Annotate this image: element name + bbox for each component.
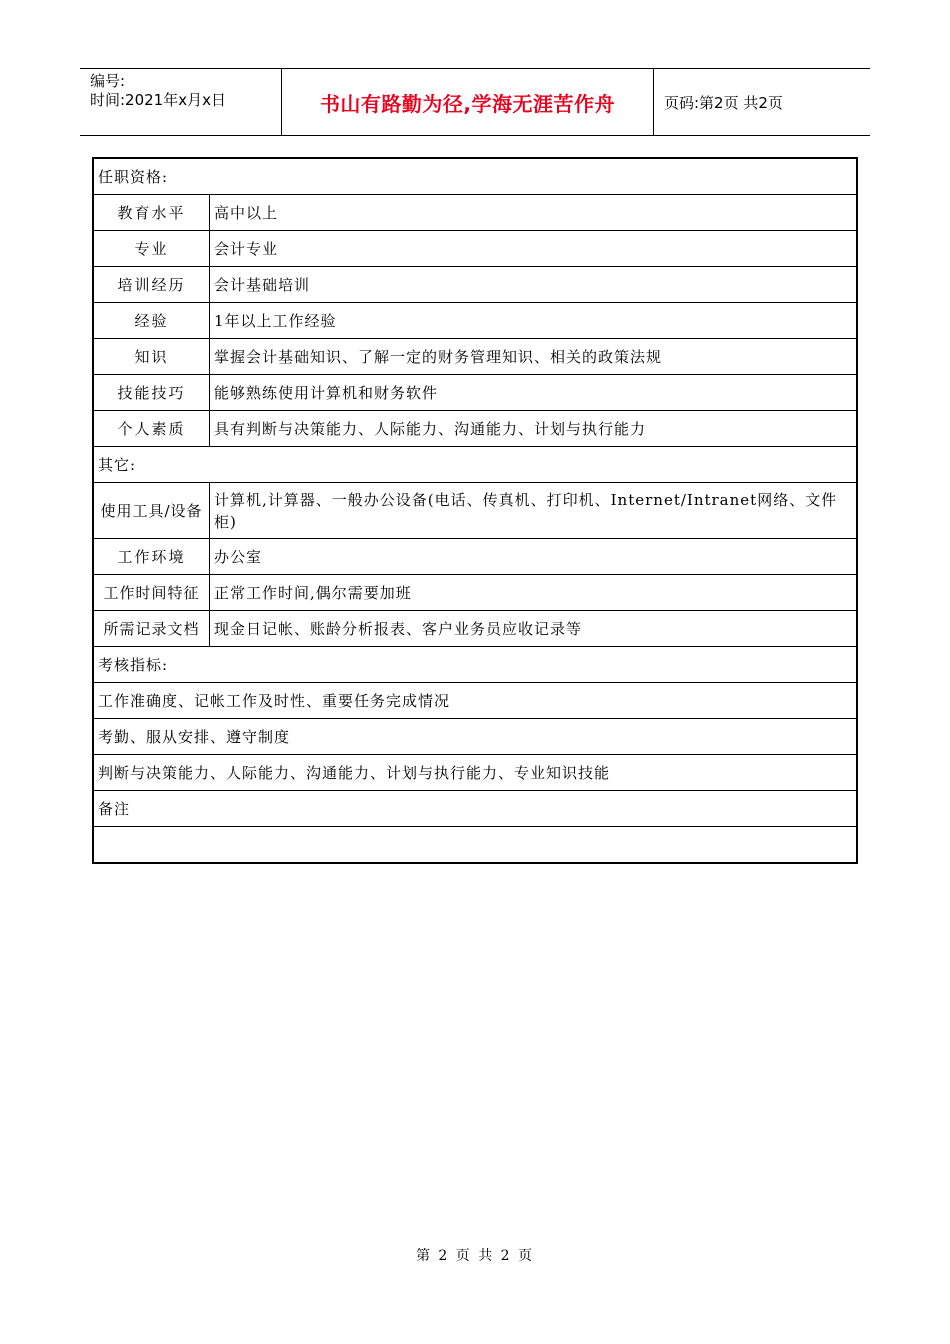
section-heading-other	[94, 447, 856, 483]
row-value: 正常工作时间,偶尔需要加班	[214, 583, 412, 602]
row-label: 个人素质	[94, 411, 210, 446]
row-label: 使用工具/设备	[94, 483, 210, 538]
page-header	[80, 68, 870, 136]
remarks-row	[94, 827, 856, 862]
assessment-heading: 考核指标:	[98, 656, 169, 674]
document-time: 时间:2021年x月x日	[90, 91, 226, 109]
row-label: 培训经历	[94, 267, 210, 302]
row-value: 计算机,计算器、一般办公设备(电话、传真机、打印机、Internet/Intranet网络、文件柜)	[214, 490, 838, 531]
assessment-item: 工作准确度、记帐工作及时性、重要任务完成情况	[98, 692, 451, 710]
table-row	[94, 575, 856, 611]
table-row	[94, 231, 856, 267]
row-label: 工作环境	[94, 539, 210, 574]
row-value: 能够熟练使用计算机和财务软件	[214, 383, 439, 402]
section-heading-remarks	[94, 791, 856, 827]
row-label: 教育水平	[94, 195, 210, 230]
table-row	[94, 411, 856, 447]
row-label: 工作时间特征	[94, 575, 210, 610]
row-value: 现金日记帐、账龄分析报表、客户业务员应收记录等	[214, 619, 583, 638]
page-footer: 第 2 页 共 2 页	[415, 1248, 535, 1264]
row-label: 经验	[94, 303, 210, 338]
row-label: 技能技巧	[94, 375, 210, 410]
table-row	[94, 719, 856, 755]
table-row	[94, 683, 856, 719]
row-value: 1年以上工作经验	[214, 311, 337, 330]
assessment-item: 考勤、服从安排、遵守制度	[98, 728, 291, 746]
remarks-heading: 备注	[98, 800, 131, 818]
table-row	[94, 375, 856, 411]
job-description-table	[92, 157, 858, 864]
row-label: 知识	[94, 339, 210, 374]
table-row	[94, 755, 856, 791]
other-heading: 其它:	[98, 456, 137, 474]
row-value: 掌握会计基础知识、了解一定的财务管理知识、相关的政策法规	[214, 347, 663, 366]
qualifications-heading: 任职资格:	[98, 168, 169, 186]
table-row	[94, 539, 856, 575]
remarks-value	[94, 827, 856, 862]
header-motto: 书山有路勤为径,学海无涯苦作舟	[282, 69, 654, 135]
row-value: 具有判断与决策能力、人际能力、沟通能力、计划与执行能力	[214, 419, 647, 438]
table-row	[94, 267, 856, 303]
row-label: 专业	[94, 231, 210, 266]
row-value: 办公室	[214, 547, 263, 566]
table-row	[94, 483, 856, 539]
assessment-item: 判断与决策能力、人际能力、沟通能力、计划与执行能力、专业知识技能	[98, 764, 611, 782]
section-heading-qualifications	[94, 159, 856, 195]
document-number-label: 编号:	[90, 72, 126, 90]
row-value: 会计专业	[214, 239, 279, 258]
table-row	[94, 195, 856, 231]
row-label: 所需记录文档	[94, 611, 210, 646]
row-value: 会计基础培训	[214, 275, 311, 294]
table-row	[94, 611, 856, 647]
table-row	[94, 303, 856, 339]
header-meta	[80, 69, 282, 135]
section-heading-assessment	[94, 647, 856, 683]
row-value: 高中以上	[214, 203, 279, 222]
table-row	[94, 339, 856, 375]
header-page-info: 页码:第2页 共2页	[664, 93, 783, 112]
